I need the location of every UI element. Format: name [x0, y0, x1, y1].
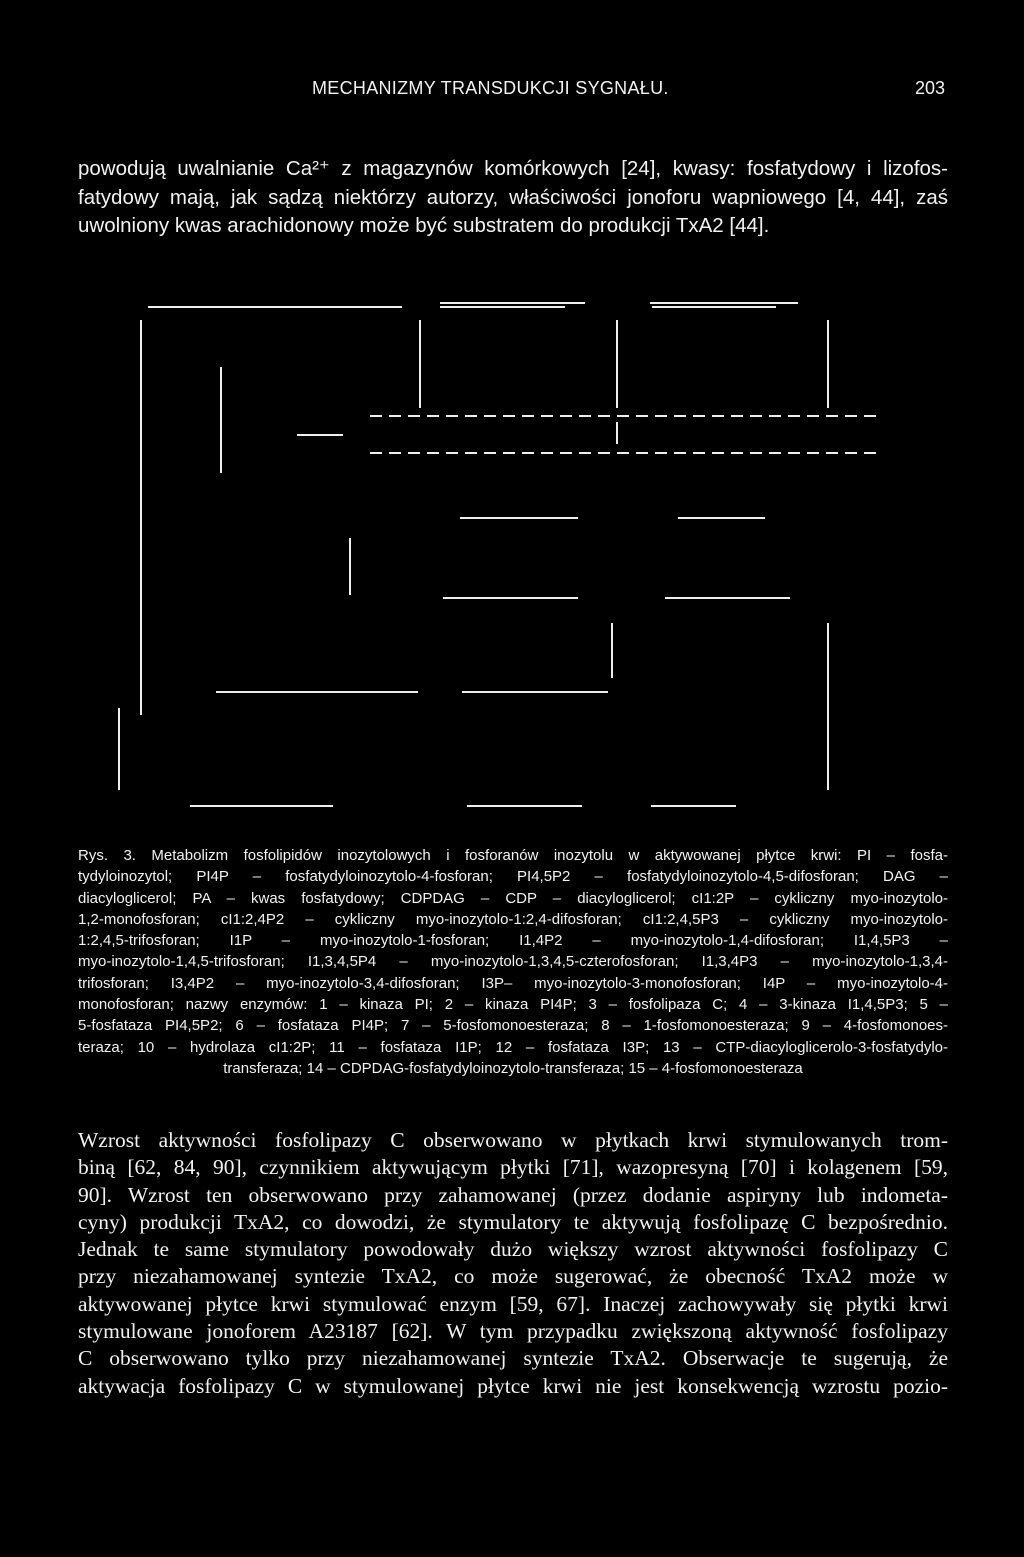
body-line: C obserwowano tylko przy niezahamowanej syntezie TxA2. Obserwacje te sugerują, że [78, 1346, 948, 1371]
intro-paragraph [78, 155, 948, 241]
running-title: MECHANIZMY TRANSDUKCJI SYGNAŁU. [312, 78, 669, 98]
caption-line: 1,2-monofosforan; cI1:2,4P2 – cykliczny myo-inozytolo-1:2,4-difosforan; cI1:2,4,5P3 – cykliczny myo-inozytolo- [78, 910, 948, 928]
body-line: przy niezahamowanej syntezie TxA2, co może sugerować, że obecność TxA2 może w [78, 1264, 948, 1289]
body-line: Jednak te same stymulatory powodowały dużo większy wzrost aktywności fosfolipazy C [78, 1237, 948, 1262]
body-line: biną [62, 84, 90], czynnikiem aktywującym płytki [71], wazopresyną [70] i kolagenem [59, [78, 1155, 948, 1180]
caption-line: Rys. 3. Metabolizm fosfolipidów inozytolowych i fosforanów inozytolu w aktywowanej płytce krwi: PI – fosfa- [78, 847, 948, 864]
intro-line: powodują uwalnianie Ca²⁺ z magazynów komórkowych [24], kwasy: fosfatydowy i lizofos- [78, 157, 948, 180]
page-number: 203 [915, 78, 946, 98]
caption-line: 1:2,4,5-trifosforan; I1P – myo-inozytolo-1-fosforan; I1,4P2 – myo-inozytolo-1,4-difosforan; I1,4,5P3 – [78, 932, 948, 950]
metabolism-diagram [0, 280, 1024, 840]
body-line: stymulowane jonoforem A23187 [62]. W tym przypadku zwiększoną aktywność fosfolipazy [78, 1319, 948, 1344]
caption-line: 5-fosfataza PI4,5P2; 6 – fosfataza PI4P; 7 – 5-fosfomonoesteraza; 8 – 1-fosfomonoesteraza; 9 – 4-fosfomonoes- [78, 1017, 948, 1035]
figure-caption [78, 845, 948, 1079]
body-line: aktywacja fosfolipazy C w stymulowanej płytce krwi nie jest konsekwencją wzrostu pozio- [78, 1373, 948, 1398]
caption-line: tydyloinozytol; PI4P – fosfatydyloinozytolo-4-fosforan; PI4,5P2 – fosfatydyloinozytolo-4,5-difosforan; DAG – [78, 868, 948, 886]
intro-line: fatydowy mają, jak sądzą niektórzy autorzy, właściwości jonoforu wapniowego [4, 44], zaś [78, 185, 948, 209]
caption-line: myo-inozytolo-1,4,5-trifosforan; I1,3,4,5P4 – myo-inozytolo-1,3,4,5-czterofosforan; I1,3,4P3 – myo-inozytolo-1,3,4- [78, 953, 948, 971]
caption-line: diacyloglicerol; PA – kwas fosfatydowy; CDPDAG – CDP – diacyloglicerol; cI1:2P – cykliczny myo-inozytolo- [78, 889, 948, 907]
body-line: cyny) produkcji TxA2, co dowodzi, że stymulatory te aktywują fosfolipazę C bezpośrednio. [78, 1209, 948, 1234]
body-line: aktywowanej płytce krwi stymulować enzym [59, 67]. Inaczej zachowywały się płytki krwi [78, 1291, 948, 1316]
intro-line: uwolniony kwas arachidonowy może być substratem do produkcji TxA2 [44]. [78, 214, 770, 237]
caption-line: monofosforan; nazwy enzymów: 1 – kinaza PI; 2 – kinaza PI4P; 3 – fosfolipaza C; 4 – 3-kinaza I1,4,5P3; 5 – [78, 996, 948, 1014]
body-line: Wzrost aktywności fosfolipazy C obserwowano w płytkach krwi stymulowanych trom- [78, 1128, 948, 1152]
page-header [0, 78, 1024, 102]
caption-line: trifosforan; I3,4P2 – myo-inozytolo-3,4-difosforan; I3P– myo-inozytolo-3-monofosforan; I4P – myo-inozytolo-4- [78, 974, 948, 992]
caption-line: transferaza; 14 – CDPDAG-fosfatydyloinozytolo-transferaza; 15 – 4-fosfomonoesteraza [223, 1059, 803, 1077]
body-paragraph [78, 1127, 948, 1400]
body-line: 90]. Wzrost ten obserwowano przy zahamowanej (przez dodanie aspiryny lub indometa- [78, 1182, 948, 1207]
caption-line: teraza; 10 – hydrolaza cI1:2P; 11 – fosfataza I1P; 12 – fosfataza I3P; 13 – CTP-diacyloglicerolo-3-fosfatydylo- [78, 1038, 948, 1056]
